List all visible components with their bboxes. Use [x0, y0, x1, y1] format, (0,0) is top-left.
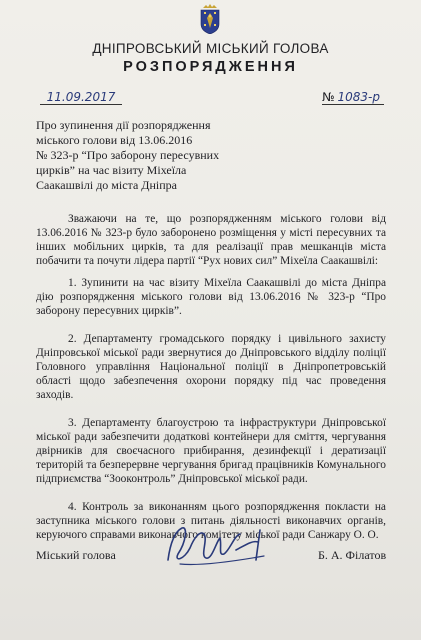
subject-line: Саакашвілі до міста Дніпра — [36, 178, 177, 192]
document-type-heading: РОЗПОРЯДЖЕННЯ — [123, 59, 298, 75]
issuer-title: ДНІПРОВСЬКИЙ МІСЬКИЙ ГОЛОВА — [92, 41, 329, 56]
order-item-3: 3. Департаменту благоустрою та інфраструктури Дніпровської міської ради забезпечити додаткові контейнери для сміття, чергування двірників для своєчасного прибирання, дезинфекції і дератизації територій та безперервне чергування бригад працівників Комунального підприємства “Зооконтроль” Дніпровської міської ради. — [36, 417, 386, 485]
document-date: 11.09.2017 — [40, 90, 122, 105]
order-item-4: 4. Контроль за виконанням цього розпорядження покласти на заступника міського голови з питань діяльності виконавчих органів, керуючого справами виконавчого комітету міської ради Санжару О. О. — [36, 501, 386, 541]
preamble-paragraph: Зважаючи на те, що розпорядженням міського голови від 13.06.2016 № 323-р було заборонено розміщення у місті пересувних та інших мобільних цирків, та для реалізації прав мешканців міста побачити та почути лідера партії “Рух нових сил” Міхеїла Саакашвілі: — [36, 213, 386, 267]
city-coat-of-arms-icon — [199, 4, 221, 34]
subject-line: цирків” на час візиту Міхеїла — [36, 163, 187, 177]
document-subject — [36, 118, 246, 193]
signatory-name: Б. А. Філатов — [318, 548, 387, 562]
handwritten-signature — [160, 520, 280, 575]
order-item-1: 1. Зупинити на час візиту Міхеїла Саакашвілі до міста Дніпра дію розпорядження міського голови від 13.06.2016 № 323-р “Про заборону пересувних цирків”. — [36, 277, 386, 317]
document-number-field — [322, 90, 384, 105]
order-item-2: 2. Департаменту громадського порядку і цивільного захисту Дніпровської міської ради звернутися до Дніпровського відділу поліції Головного управління Національної поліції в Дніпропетровській області щодо забезпечення охорони порядку під час проведення заходів. — [36, 333, 386, 401]
document-number: 1083-р — [337, 90, 380, 104]
document-body — [36, 212, 386, 556]
subject-line: Про зупинення дії розпорядження — [36, 118, 211, 132]
number-sign: № — [322, 90, 335, 104]
subject-line: міського голови від 13.06.2016 — [36, 133, 193, 147]
signatory-position: Міський голова — [36, 548, 116, 562]
subject-line: № 323-р “Про заборону пересувних — [36, 148, 220, 162]
